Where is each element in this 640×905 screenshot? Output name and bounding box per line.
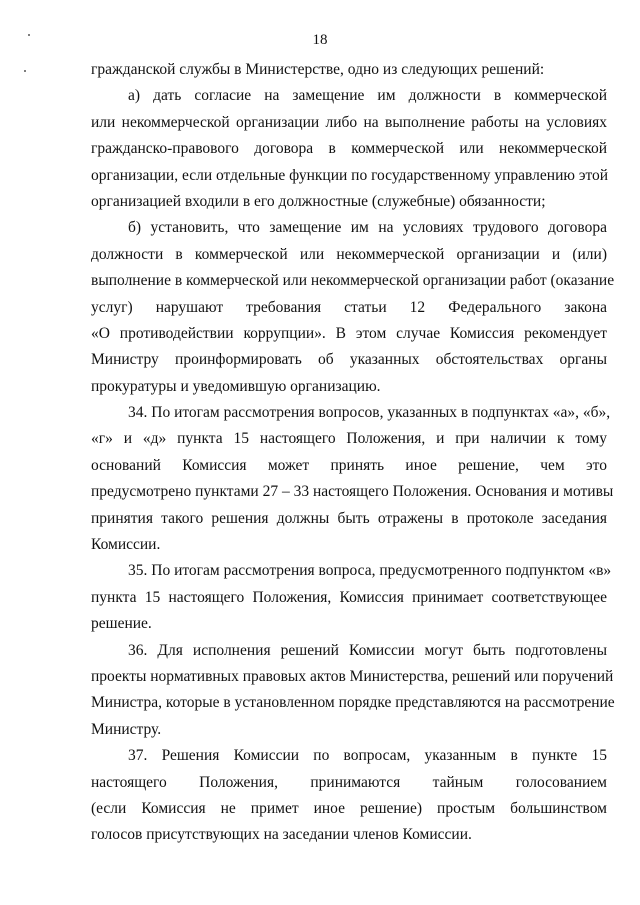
text-line: 36. Для исполнения решений Комиссии могут быть подготовлены xyxy=(128,641,607,659)
text-line: 35. По итогам рассмотрения вопроса, предусмотренного подпунктом «в» xyxy=(128,562,612,580)
text-line: гражданско-правового договора в коммерческой или некоммерческой xyxy=(91,140,607,158)
text-line: услуг) нарушают требования статьи 12 Федерального закона xyxy=(91,298,607,316)
text-line: организации, если отдельные функции по государственному управлению этой xyxy=(91,166,609,184)
paragraph-36 xyxy=(91,638,615,744)
paragraph-a xyxy=(91,83,607,215)
paragraph-35 xyxy=(91,558,612,637)
text-line: 37. Решения Комиссии по вопросам, указанным в пункте 15 xyxy=(128,747,607,765)
text-line: или некоммерческой организации либо на выполнение работы на условиях xyxy=(91,113,607,131)
text-line: прокуратуры и уведомившую организацию. xyxy=(91,377,381,395)
text-line: принятия такого решения должны быть отражены в протоколе заседания xyxy=(91,509,607,527)
document-body xyxy=(91,57,615,849)
text-line: б) установить, что замещение им на условиях трудового договора xyxy=(128,219,607,237)
text-line: организацией входили в его должностные (служебные) обязанности; xyxy=(91,192,546,210)
text-line: а) дать согласие на замещение им должности в коммерческой xyxy=(128,87,607,105)
text-line: (если Комиссия не примет иное решение) простым большинством xyxy=(91,799,607,817)
text-line: выполнение в коммерческой или некоммерческой организации работ (оказание xyxy=(91,272,615,290)
text-line: предусмотрено пунктами 27 – 33 настоящего Положения. Основания и мотивы xyxy=(91,483,614,501)
text-line: проекты нормативных правовых актов Министерства, решений или поручений xyxy=(91,667,614,685)
text-line: оснований Комиссия может принять иное решение, чем это xyxy=(91,456,607,474)
paragraph-37 xyxy=(91,743,607,849)
text-line: «г» и «д» пункта 15 настоящего Положения, и при наличии к тому xyxy=(91,430,607,448)
text-line: Министру проинформировать об указанных обстоятельствах органы xyxy=(91,351,607,369)
text-line: 34. По итогам рассмотрения вопросов, указанных в подпунктах «а», «б», xyxy=(128,404,611,422)
text-line: Министра, которые в установленном порядке представляются на рассмотрение xyxy=(91,694,615,712)
text-line: гражданской службы в Министерстве, одно из следующих решений: xyxy=(91,61,545,78)
page-number: 18 xyxy=(312,32,328,48)
text-line: решение. xyxy=(91,615,152,633)
text-line: пункта 15 настоящего Положения, Комиссия принимает соответствующее xyxy=(91,588,607,606)
scan-speck xyxy=(28,34,30,36)
paragraph-b xyxy=(91,215,615,400)
paragraph-34 xyxy=(91,400,614,558)
text-line: Министру. xyxy=(91,720,162,738)
paragraph-intro xyxy=(91,57,607,83)
text-line: «О противодействии коррупции». В этом случае Комиссия рекомендует xyxy=(91,324,607,342)
text-line: голосов присутствующих на заседании членов Комиссии. xyxy=(91,826,472,844)
text-line: должности в коммерческой или некоммерческой организации и (или) xyxy=(91,245,607,263)
text-line: Комиссии. xyxy=(91,536,161,554)
text-line: настоящего Положения, принимаются тайным голосованием xyxy=(91,773,607,791)
scan-speck xyxy=(24,70,26,72)
